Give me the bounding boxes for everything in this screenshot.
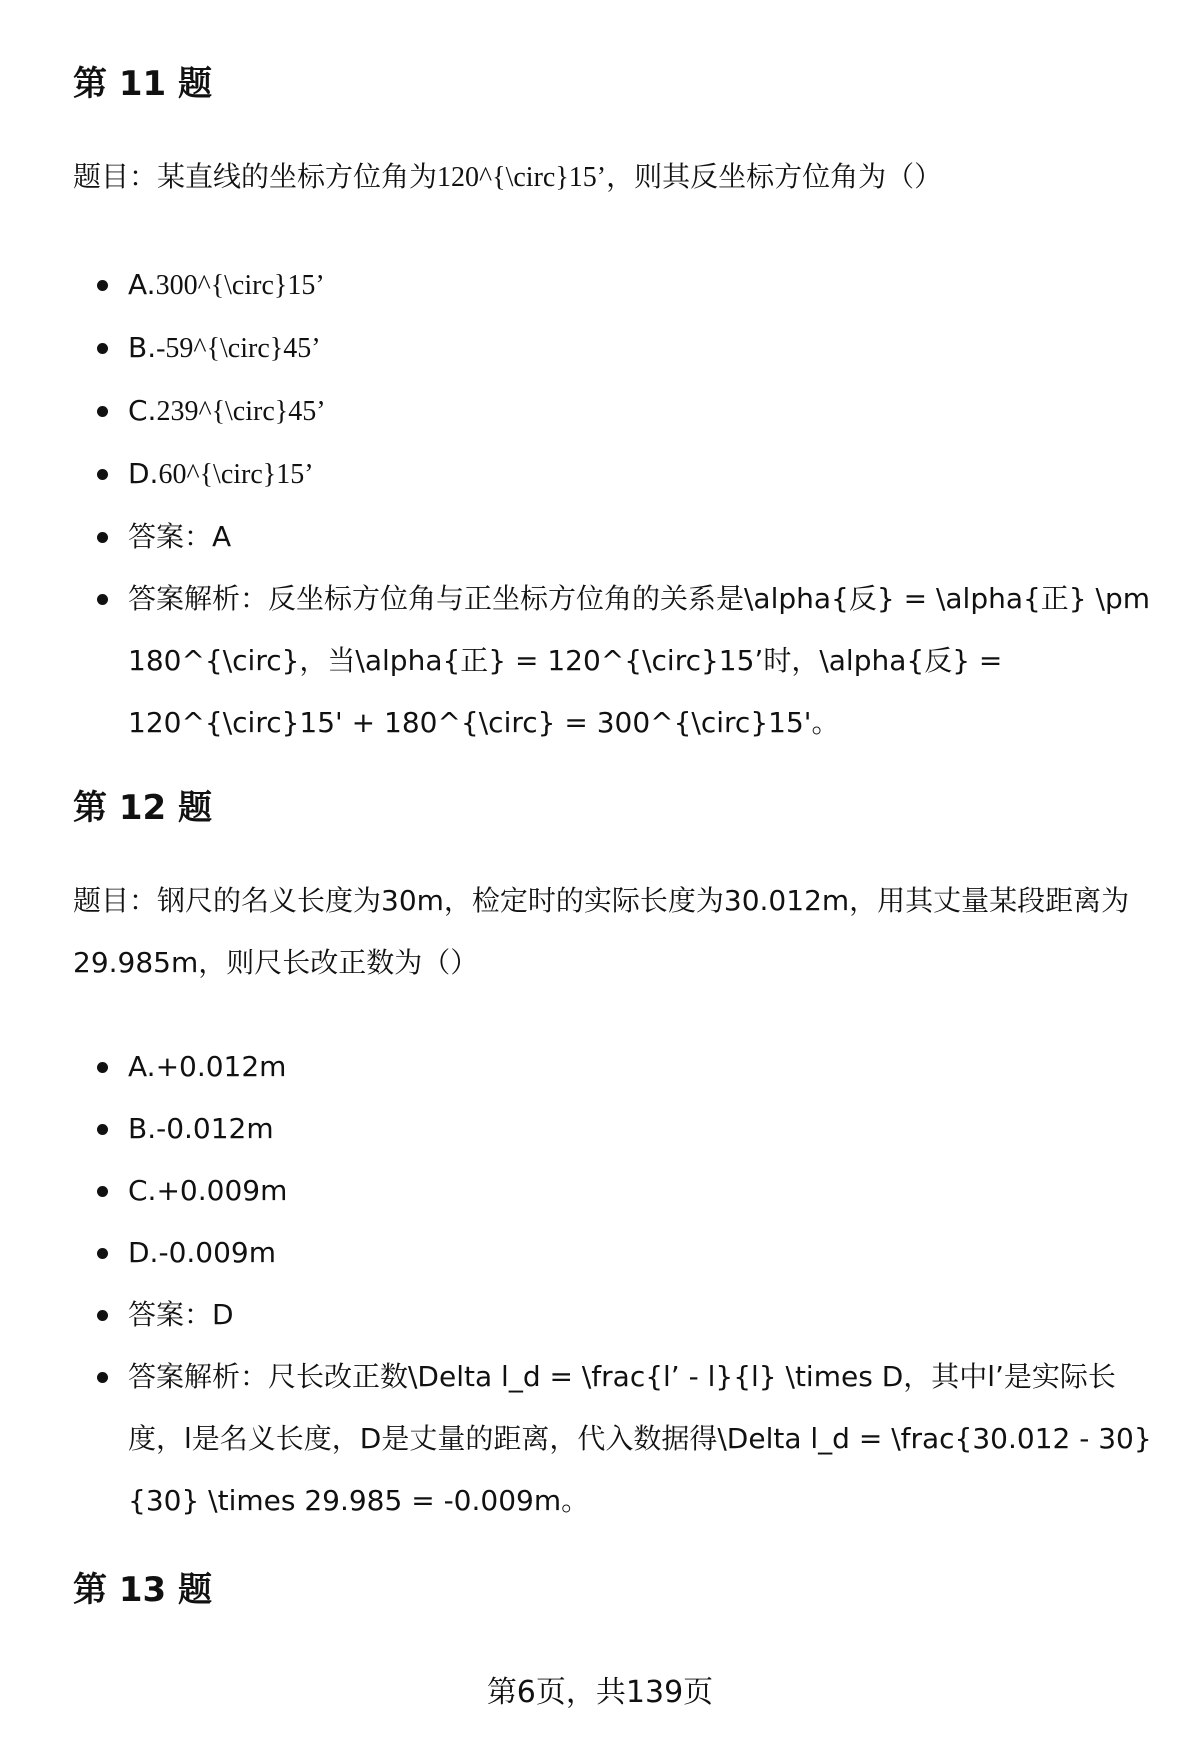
- question-12-option-d: [0, 1222, 1200, 1284]
- option-letter: D.: [128, 1236, 159, 1269]
- question-11-option-a: [0, 254, 1200, 317]
- option-value: +0.012m: [155, 1050, 287, 1083]
- question-11-options-list: [0, 254, 1200, 754]
- question-11-stem-prefix: 题目：某直线的坐标方位角为: [73, 160, 438, 193]
- bullet-dot: [97, 406, 108, 417]
- analysis-text: 答案解析：尺长改正数\Delta l_d = \frac{l’ - l}{l} \times D，其中l’是实际长度，l是名义长度，D是丈量的距离，代入数据得\Delta l_d = \frac{30.012 - 30}{30} \times 29.985 = -0.009m。: [128, 1360, 1152, 1517]
- bullet-dot: [97, 1124, 108, 1135]
- question-12-option-b: [0, 1098, 1200, 1160]
- option-letter: D.: [128, 457, 159, 490]
- analysis-text: 答案解析：反坐标方位角与正坐标方位角的关系是\alpha{反} = \alpha{正} \pm 180^{\circ}，当\alpha{正} = 120^{\circ}15’时，\alpha{反} = 120^{\circ}15' + 180^{\circ} = 300^{\circ}15'。: [128, 582, 1151, 739]
- bullet-dot: [97, 343, 108, 354]
- question-12-answer: [0, 1284, 1200, 1346]
- bullet-dot: [97, 1310, 108, 1321]
- question-11-stem-formula: 120^{\circ}15’: [437, 162, 607, 193]
- question-11-option-c: [0, 380, 1200, 443]
- option-value: +0.009m: [156, 1174, 288, 1207]
- option-letter: A.: [128, 1050, 156, 1083]
- answer-text: 答案：D: [128, 1298, 234, 1331]
- question-12-stem: 题目：钢尺的名义长度为30m，检定时的实际长度为30.012m，用其丈量某段距离为29.985m，则尺长改正数为（）: [73, 884, 1130, 979]
- question-11-stem-suffix: ，则其反坐标方位角为（）: [606, 160, 943, 193]
- question-12-option-c: [0, 1160, 1200, 1222]
- option-letter: A.: [128, 268, 156, 301]
- option-value: 239^{\circ}45’: [156, 396, 326, 427]
- bullet-dot: [97, 1248, 108, 1259]
- bullet-dot: [97, 469, 108, 480]
- option-value: 300^{\circ}15’: [155, 270, 325, 301]
- option-letter: B.: [128, 331, 157, 364]
- question-12-options-list: [0, 1036, 1200, 1532]
- question-11-heading: 第 11 题: [73, 64, 212, 104]
- answer-text: 答案：A: [128, 520, 232, 553]
- bullet-dot: [97, 1062, 108, 1073]
- question-11-option-b: [0, 317, 1200, 380]
- page-footer: 第6页，共139页: [486, 1675, 714, 1710]
- option-value: -0.012m: [156, 1112, 274, 1145]
- option-letter: C.: [128, 1174, 157, 1207]
- question-11-answer: [0, 506, 1200, 568]
- option-value: 60^{\circ}15’: [158, 459, 314, 490]
- option-value: -0.009m: [158, 1236, 277, 1269]
- question-12-analysis: [0, 1346, 1200, 1532]
- bullet-dot: [97, 594, 108, 605]
- bullet-dot: [97, 532, 108, 543]
- bullet-dot: [97, 1372, 108, 1383]
- bullet-dot: [97, 1186, 108, 1197]
- question-12-heading: 第 12 题: [73, 788, 212, 828]
- option-value: -59^{\circ}45’: [156, 333, 321, 364]
- question-11-analysis: [0, 568, 1200, 754]
- question-12-option-a: [0, 1036, 1200, 1098]
- question-11-stem: [73, 146, 1158, 209]
- bullet-dot: [97, 280, 108, 291]
- option-letter: C.: [128, 394, 157, 427]
- question-13-heading: 第 13 题: [73, 1570, 212, 1610]
- question-11-option-d: [0, 443, 1200, 506]
- option-letter: B.: [128, 1112, 157, 1145]
